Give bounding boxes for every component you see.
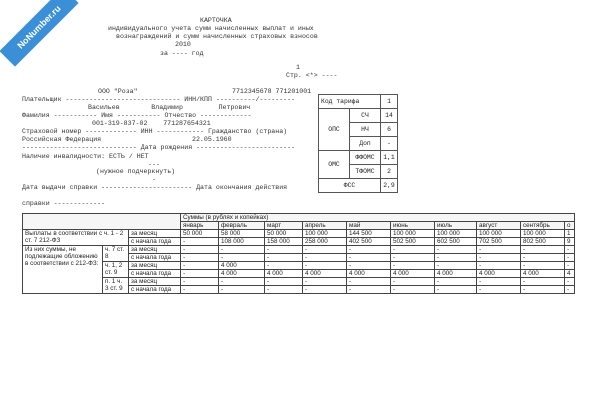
month-aug: август — [477, 222, 521, 230]
birth-line: ----------------------------- Дата рождения ------------------------- — [22, 144, 296, 151]
sums-table — [22, 213, 575, 294]
cell: - — [521, 262, 565, 270]
period-label: с начала года — [129, 238, 181, 246]
cell: 4 000 — [303, 270, 347, 278]
cell: 108 000 — [219, 238, 265, 246]
sch-value: 14 — [381, 109, 398, 123]
cell: - — [347, 278, 391, 286]
tariff-box — [318, 94, 398, 193]
fss-label: ФСС — [319, 179, 381, 193]
underline-note: (нужное подчеркнуть) — [96, 168, 176, 175]
cell: - — [181, 270, 219, 278]
cell: - — [521, 286, 565, 294]
period-label: с начала года — [129, 286, 181, 294]
table-row — [23, 278, 575, 286]
table-row — [23, 230, 575, 238]
cell: 802 500 — [521, 238, 565, 246]
month-mar: март — [265, 222, 303, 230]
cell: 4 000 — [391, 270, 435, 278]
cell: - — [181, 278, 219, 286]
cell: 9 — [565, 238, 575, 246]
period-label: за месяц — [129, 278, 181, 286]
cell: - — [565, 278, 575, 286]
cell: 4 000 — [477, 270, 521, 278]
card-subtitle-1: индивидуального учета сумм начисленных выплат и иных — [108, 25, 314, 32]
cell: - — [219, 286, 265, 294]
cell: - — [219, 246, 265, 254]
page-number: 1 — [296, 64, 300, 71]
month-jan: январь — [181, 222, 219, 230]
cell: 50 000 — [181, 230, 219, 238]
cell: 4 000 — [521, 270, 565, 278]
period-label: за месяц — [129, 262, 181, 270]
nontax-label: Из них суммы, не подлежащие обложению в соответствии с 212-ФЗ: — [23, 246, 103, 294]
cell: - — [265, 262, 303, 270]
watermark-banner: NoNumber.ru — [0, 0, 79, 67]
insurance-line: Страховой номер ------------- ИНН ------------ Гражданство (страна) — [22, 128, 288, 135]
card-year: 2010 — [175, 41, 191, 48]
tfoms-value: 2 — [381, 165, 398, 179]
cell: - — [347, 254, 391, 262]
cell: - — [303, 246, 347, 254]
cell: 4 000 — [435, 270, 477, 278]
period-label: за месяц — [129, 230, 181, 238]
sub-label-a: ч. 7 ст. 8 — [103, 246, 129, 262]
issue-line: Дата выдачи справки ----------------------- Дата окончания действия — [22, 184, 288, 191]
payments-label: Выплаты в соответствии с ч. 1 - 2 ст. 7 212-ФЗ — [23, 230, 129, 246]
snils-inn: 001-319-837-02 771287654321 — [92, 120, 211, 127]
org-name: ООО "Роза" — [98, 88, 138, 95]
tariff-code-value: 1 — [381, 95, 398, 109]
oms-label: ОМС — [319, 151, 350, 179]
cell: - — [181, 286, 219, 294]
cell: 4 000 — [347, 270, 391, 278]
cell: - — [265, 246, 303, 254]
citizenship: Российская Федерация — [22, 136, 102, 143]
org-inn-kpp: 7712345678 771201001 — [232, 88, 312, 95]
month-jul: июль — [435, 222, 477, 230]
ops-label: ОПС — [319, 109, 350, 151]
person-names: Васильев Владимир Петрович — [88, 104, 251, 111]
cell: - — [477, 286, 521, 294]
dop-label: Доп — [350, 137, 381, 151]
month-sep: сентябрь — [521, 222, 565, 230]
cell: - — [565, 246, 575, 254]
cell: - — [265, 286, 303, 294]
cell: - — [265, 254, 303, 262]
cell: - — [265, 278, 303, 286]
cell: 702 500 — [477, 238, 521, 246]
cell: 502 500 — [391, 238, 435, 246]
month-feb: февраль — [219, 222, 265, 230]
ffoms-label: ФФОМС — [350, 151, 381, 165]
cell: - — [347, 286, 391, 294]
cell: - — [303, 278, 347, 286]
cell: - — [435, 278, 477, 286]
tfoms-label: ТФОМС — [350, 165, 381, 179]
cell: - — [477, 246, 521, 254]
cell: - — [477, 254, 521, 262]
cell: - — [435, 286, 477, 294]
cell: - — [181, 238, 219, 246]
cell: 100 000 — [303, 230, 347, 238]
cell: - — [347, 262, 391, 270]
cell: - — [435, 262, 477, 270]
cell: - — [477, 262, 521, 270]
dop-value: - — [381, 137, 398, 151]
table-row — [23, 246, 575, 254]
cell: - — [303, 262, 347, 270]
disability-line: Наличие инвалидности: ЕСТЬ / НЕТ — [22, 153, 149, 160]
cell: - — [521, 246, 565, 254]
month-apr: апрель — [303, 222, 347, 230]
period-label: с начала года — [129, 254, 181, 262]
cert-line: справки ------------- — [22, 200, 106, 207]
period-label: с начала года — [129, 270, 181, 278]
month-may: май — [347, 222, 391, 230]
header-blank — [23, 214, 181, 230]
cell: - — [435, 254, 477, 262]
cell: 100 000 — [477, 230, 521, 238]
month-jun: июнь — [391, 222, 435, 230]
sub-label-c: п. 1 ч. 3 ст. 9 — [103, 278, 129, 294]
cell: 602 500 — [435, 238, 477, 246]
cell: 100 000 — [435, 230, 477, 238]
cell: 4 000 — [219, 262, 265, 270]
ffoms-value: 1,1 — [381, 151, 398, 165]
month-oct: о — [565, 222, 575, 230]
cell: - — [391, 286, 435, 294]
payer-line: Плательщик ----------------------------- ИНН/КПП ----------/--------- — [22, 96, 296, 103]
cell: - — [435, 246, 477, 254]
cell: - — [391, 246, 435, 254]
dash-mark: - — [152, 176, 156, 183]
cell: 1 — [565, 230, 575, 238]
card-subtitle-2: вознаграждений и сумм начисленных страховых взносов — [116, 33, 318, 40]
cell: 100 000 — [521, 230, 565, 238]
nch-value: 6 — [381, 123, 398, 137]
cell: 4 — [565, 270, 575, 278]
cell: 258 000 — [303, 238, 347, 246]
cell: - — [521, 254, 565, 262]
tariff-code-label: Код тарифа — [319, 95, 381, 109]
fio-line: Фамилия ----------- Имя ----------- Отчество ------------- — [22, 112, 252, 119]
cell: - — [391, 254, 435, 262]
table-row — [23, 262, 575, 270]
cell: - — [181, 254, 219, 262]
cell: 144 500 — [347, 230, 391, 238]
sums-header-row — [23, 214, 575, 222]
cell: - — [181, 246, 219, 254]
card-title: КАРТОЧКА — [200, 17, 232, 24]
fss-value: 2,9 — [381, 179, 398, 193]
cell: - — [391, 262, 435, 270]
cell: - — [565, 254, 575, 262]
cell: - — [565, 286, 575, 294]
cell: 4 000 — [265, 270, 303, 278]
cell: - — [521, 278, 565, 286]
cell: 4 000 — [219, 270, 265, 278]
birth-date: 22.05.1960 — [192, 136, 232, 143]
sub-label-b: ч. 1, 2 ст. 9 — [103, 262, 129, 278]
cell: - — [303, 286, 347, 294]
card-period: за ---- год — [160, 50, 204, 57]
cell: - — [477, 278, 521, 286]
cell: 100 000 — [391, 230, 435, 238]
disability-mark: --- — [148, 161, 160, 168]
cell: - — [565, 262, 575, 270]
cell: - — [391, 278, 435, 286]
cell: - — [219, 278, 265, 286]
page-label: Стр. <*> ---- — [286, 72, 338, 79]
cell: - — [219, 254, 265, 262]
cell: 158 000 — [265, 238, 303, 246]
cell: - — [303, 254, 347, 262]
nch-label: НЧ — [350, 123, 381, 137]
sums-header: Суммы (в рублях и копейках) — [181, 214, 575, 222]
sch-label: СЧ — [350, 109, 381, 123]
period-label: за месяц — [129, 246, 181, 254]
cell: 402 500 — [347, 238, 391, 246]
cell: 50 000 — [265, 230, 303, 238]
cell: 58 000 — [219, 230, 265, 238]
cell: - — [347, 246, 391, 254]
cell: - — [181, 262, 219, 270]
